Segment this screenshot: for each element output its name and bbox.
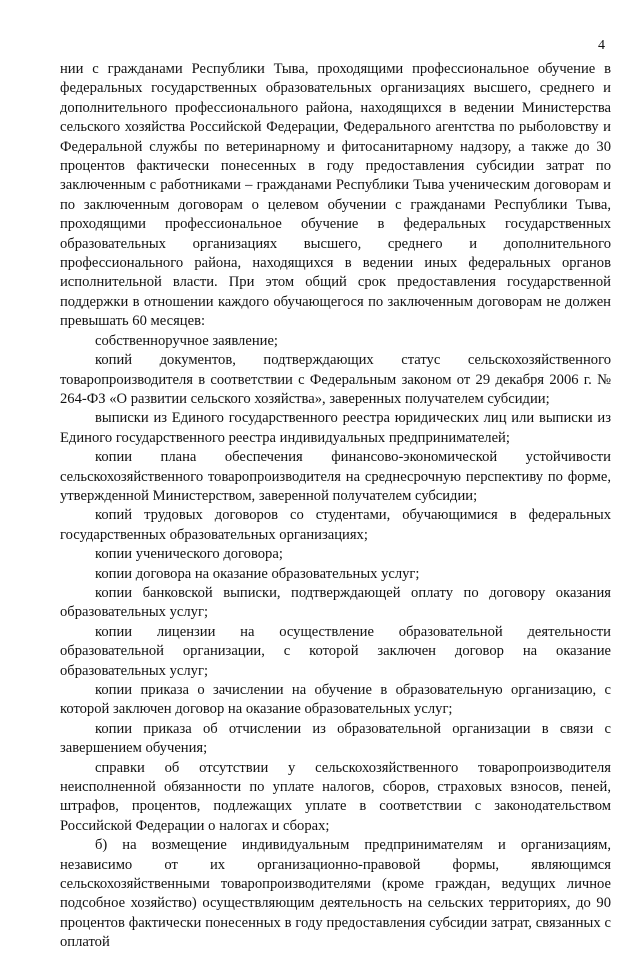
- paragraph-continuation: нии с гражданами Республики Тыва, проходящими профессиональное обучение в федеральных государственных образовательных организациях высшего, среднего и дополнительного профессионального района, находящихся в ведении Министерства сельского хозяйства Российской Федерации, Федерального агентства по рыболовству и Федеральной службы по ветеринарному и фитосанитарному надзору, а также до 30 процентов фактически понесенных в году предоставления субсидии затрат по заключенным с работниками – гражданами Республики Тыва ученическим договорам и по заключенным договорам о целевом обучении с гражданами Республики Тыва, проходящими профессиональное обучение в федеральных государственных образовательных организациях высшего, среднего и дополнительного профессионального района, находящихся в ведении иных федеральных органов исполнительной власти. При этом общий срок предоставления государственной поддержки в отношении каждого обучающегося по заключенным договорам не должен превышать 60 месяцев:: [60, 61, 611, 330]
- page-number: 4: [598, 38, 605, 53]
- list-item-expulsion-order: копии приказа об отчислении из образовательной организации в связи с завершением обучения;: [60, 720, 611, 757]
- list-item-application: собственноручное заявление;: [95, 332, 278, 349]
- list-item-license: копии лицензии на осуществление образовательной деятельности образовательной организации, с которой заключен договор на оказание образовательных услуг;: [60, 623, 611, 679]
- list-item-education-contract: копии договора на оказание образовательных услуг;: [95, 565, 420, 582]
- list-item-employment-contracts: копий трудовых договоров со студентами, обучающимися в федеральных государственных образовательных организациях;: [60, 507, 611, 543]
- list-item-tax-certificate: справки об отсутствии у сельскохозяйственного товаропроизводителя неисполненной обязанности по уплате налогов, сборов, страховых взносов, пеней, штрафов, процентов, подлежащих уплате в соответствии с законодательством Российской Федерации о налогах и сборах;: [60, 759, 611, 834]
- list-item-bank-statement: копии банковской выписки, подтверждающей оплату по договору оказания образовательных услуг;: [60, 584, 611, 621]
- list-item-apprentice-contract: копии ученического договора;: [95, 546, 283, 563]
- list-item-financial-plan: копии плана обеспечения финансово-экономической устойчивости сельскохозяйственного товаропроизводителя на среднесрочную перспективу по форме, утвержденной Министерством, заверенной получателем субсидии;: [60, 449, 611, 504]
- document-body: [60, 60, 611, 953]
- list-item-enrollment-order: копии приказа о зачислении на обучение в образовательную организацию, с которой заключен договор на оказание образовательных услуг;: [60, 682, 611, 718]
- subsection-b: б) на возмещение индивидуальным предпринимателям и организациям, независимо от их организационно-правовой формы, являющимся сельскохозяйственными товаропроизводителями (кроме граждан, ведущих личное подсобное хозяйство) осуществляющим деятельность на сельских территориях, до 90 процентов фактически понесенных в году предоставления субсидии затрат, связанных с оплатой: [60, 837, 611, 951]
- list-item-status-documents: копий документов, подтверждающих статус сельскохозяйственного товаропроизводителя в соответствии с Федеральным законом от 29 декабря 2006 г. № 264-ФЗ «О развитии сельского хозяйства», заверенных получателем субсидии;: [60, 352, 611, 407]
- list-item-registry-extract: выписки из Единого государственного реестра юридических лиц или выписки из Единого государственного реестра индивидуальных предпринимателей;: [60, 410, 611, 446]
